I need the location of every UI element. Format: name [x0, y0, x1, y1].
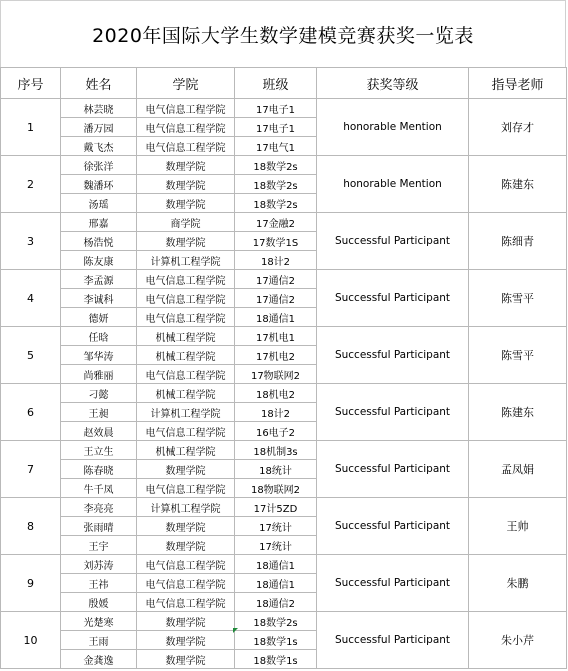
- student-name-cell[interactable]: 王立生: [61, 441, 137, 460]
- class-cell[interactable]: 18通信1: [235, 308, 317, 327]
- team-number-cell[interactable]: 9: [1, 555, 61, 612]
- class-cell[interactable]: 18数学1s: [235, 631, 317, 650]
- award-level-cell[interactable]: Successful Participant: [317, 384, 469, 441]
- college-cell[interactable]: 计算机工程学院: [137, 251, 235, 270]
- class-cell[interactable]: 17统计: [235, 536, 317, 555]
- college-cell[interactable]: 电气信息工程学院: [137, 118, 235, 137]
- team-number-cell[interactable]: 7: [1, 441, 61, 498]
- student-name-cell[interactable]: 殷媛: [61, 593, 137, 612]
- class-cell[interactable]: 18通信1: [235, 574, 317, 593]
- class-cell[interactable]: 18数学1s: [235, 650, 317, 669]
- table-row: [1, 327, 567, 346]
- header-cell-no[interactable]: 序号: [1, 68, 61, 99]
- class-cell[interactable]: 18数学2s: [235, 612, 317, 631]
- team-number-cell[interactable]: 2: [1, 156, 61, 213]
- header-cell-advisor[interactable]: 指导老师: [469, 68, 567, 99]
- advisor-cell[interactable]: 陈雪平: [469, 270, 567, 327]
- student-name-cell[interactable]: 尚雅丽: [61, 365, 137, 384]
- header-cell-name[interactable]: 姓名: [61, 68, 137, 99]
- table-row: [1, 99, 567, 118]
- student-name-cell[interactable]: 赵效晨: [61, 422, 137, 441]
- advisor-cell[interactable]: 孟凤娟: [469, 441, 567, 498]
- student-name-cell[interactable]: 陈友康: [61, 251, 137, 270]
- class-cell[interactable]: 17统计: [235, 517, 317, 536]
- award-level-cell[interactable]: Successful Participant: [317, 327, 469, 384]
- college-cell[interactable]: 数理学院: [137, 460, 235, 479]
- class-cell[interactable]: 17机电1: [235, 327, 317, 346]
- header-row: [1, 68, 567, 99]
- award-level-cell[interactable]: honorable Mention: [317, 99, 469, 156]
- college-cell[interactable]: 电气信息工程学院: [137, 479, 235, 498]
- team-number-cell[interactable]: 10: [1, 612, 61, 669]
- advisor-cell[interactable]: 陈建东: [469, 384, 567, 441]
- college-cell[interactable]: 数理学院: [137, 517, 235, 536]
- table-row: [1, 555, 567, 574]
- class-cell[interactable]: 17电气1: [235, 137, 317, 156]
- class-cell[interactable]: 16电子2: [235, 422, 317, 441]
- college-cell[interactable]: 数理学院: [137, 194, 235, 213]
- class-cell[interactable]: 17电子1: [235, 118, 317, 137]
- college-cell[interactable]: 机械工程学院: [137, 327, 235, 346]
- awards-table: [0, 67, 567, 669]
- class-cell[interactable]: 17通信2: [235, 270, 317, 289]
- team-number-cell[interactable]: 5: [1, 327, 61, 384]
- table-row: [1, 498, 567, 517]
- student-name-cell[interactable]: 林芸晓: [61, 99, 137, 118]
- college-cell[interactable]: 商学院: [137, 213, 235, 232]
- table-row: [1, 612, 567, 631]
- award-level-cell[interactable]: honorable Mention: [317, 156, 469, 213]
- college-cell[interactable]: 电气信息工程学院: [137, 99, 235, 118]
- advisor-cell[interactable]: 朱鹏: [469, 555, 567, 612]
- class-cell[interactable]: 18物联网2: [235, 479, 317, 498]
- student-name-cell[interactable]: 陈春晓: [61, 460, 137, 479]
- advisor-cell[interactable]: 陈雪平: [469, 327, 567, 384]
- class-cell[interactable]: 18通信2: [235, 593, 317, 612]
- student-name-cell[interactable]: 李诚科: [61, 289, 137, 308]
- college-cell[interactable]: 电气信息工程学院: [137, 422, 235, 441]
- student-name-cell[interactable]: 金龚逸: [61, 650, 137, 669]
- student-name-cell[interactable]: 刁懿: [61, 384, 137, 403]
- award-level-cell[interactable]: Successful Participant: [317, 555, 469, 612]
- class-cell[interactable]: 18通信1: [235, 555, 317, 574]
- student-name-cell[interactable]: 牛千凤: [61, 479, 137, 498]
- class-cell[interactable]: 18机制3s: [235, 441, 317, 460]
- class-cell[interactable]: 18计2: [235, 403, 317, 422]
- college-cell[interactable]: 机械工程学院: [137, 346, 235, 365]
- student-name-cell[interactable]: 光楚寒: [61, 612, 137, 631]
- class-cell[interactable]: 17数学1S: [235, 232, 317, 251]
- sheet-title: 2020年国际大学生数学建模竞赛获奖一览表: [0, 0, 566, 68]
- table-row: [1, 384, 567, 403]
- advisor-cell[interactable]: 刘存才: [469, 99, 567, 156]
- college-cell[interactable]: 数理学院: [137, 536, 235, 555]
- college-cell[interactable]: 电气信息工程学院: [137, 593, 235, 612]
- college-cell[interactable]: 数理学院: [137, 631, 235, 650]
- advisor-cell[interactable]: 王帅: [469, 498, 567, 555]
- college-cell[interactable]: 计算机工程学院: [137, 403, 235, 422]
- student-name-cell[interactable]: 魏潘环: [61, 175, 137, 194]
- student-name-cell[interactable]: 王昶: [61, 403, 137, 422]
- award-level-cell[interactable]: Successful Participant: [317, 441, 469, 498]
- team-number-cell[interactable]: 8: [1, 498, 61, 555]
- class-cell[interactable]: 18机电2: [235, 384, 317, 403]
- class-cell[interactable]: 18数学2s: [235, 175, 317, 194]
- table-row: [1, 270, 567, 289]
- college-cell[interactable]: 数理学院: [137, 612, 235, 631]
- student-name-cell[interactable]: 李孟源: [61, 270, 137, 289]
- student-name-cell[interactable]: 潘万园: [61, 118, 137, 137]
- student-name-cell[interactable]: 徐张洋: [61, 156, 137, 175]
- class-cell[interactable]: 17机电2: [235, 346, 317, 365]
- college-cell[interactable]: 数理学院: [137, 650, 235, 669]
- class-cell[interactable]: 17计5ZD: [235, 498, 317, 517]
- class-cell[interactable]: 17金融2: [235, 213, 317, 232]
- class-cell[interactable]: 17物联网2: [235, 365, 317, 384]
- college-cell[interactable]: 数理学院: [137, 156, 235, 175]
- team-number-cell[interactable]: 6: [1, 384, 61, 441]
- cell-comment-indicator: [233, 628, 238, 633]
- college-cell[interactable]: 电气信息工程学院: [137, 289, 235, 308]
- student-name-cell[interactable]: 刘苏涛: [61, 555, 137, 574]
- class-cell[interactable]: 18统计: [235, 460, 317, 479]
- college-cell[interactable]: 电气信息工程学院: [137, 555, 235, 574]
- award-level-cell[interactable]: Successful Participant: [317, 498, 469, 555]
- college-cell[interactable]: 电气信息工程学院: [137, 365, 235, 384]
- award-level-cell[interactable]: Successful Participant: [317, 213, 469, 270]
- class-cell[interactable]: 18计2: [235, 251, 317, 270]
- table-row: [1, 156, 567, 175]
- college-cell[interactable]: 机械工程学院: [137, 384, 235, 403]
- team-number-cell[interactable]: 1: [1, 99, 61, 156]
- college-cell[interactable]: 电气信息工程学院: [137, 137, 235, 156]
- header-cell-class[interactable]: 班级: [235, 68, 317, 99]
- award-level-cell[interactable]: Successful Participant: [317, 612, 469, 669]
- college-cell[interactable]: 机械工程学院: [137, 441, 235, 460]
- student-name-cell[interactable]: 汤瑶: [61, 194, 137, 213]
- class-cell[interactable]: 17电子1: [235, 99, 317, 118]
- student-name-cell[interactable]: 王祎: [61, 574, 137, 593]
- student-name-cell[interactable]: 邹华涛: [61, 346, 137, 365]
- table-body: [1, 99, 567, 669]
- college-cell[interactable]: 电气信息工程学院: [137, 270, 235, 289]
- student-name-cell[interactable]: 德妍: [61, 308, 137, 327]
- college-cell[interactable]: 电气信息工程学院: [137, 574, 235, 593]
- class-cell[interactable]: 18数学2s: [235, 156, 317, 175]
- student-name-cell[interactable]: 李亮亮: [61, 498, 137, 517]
- student-name-cell[interactable]: 杨浩悦: [61, 232, 137, 251]
- table-row: [1, 441, 567, 460]
- award-level-cell[interactable]: Successful Participant: [317, 270, 469, 327]
- student-name-cell[interactable]: 王雨: [61, 631, 137, 650]
- advisor-cell[interactable]: 朱小芹: [469, 612, 567, 669]
- student-name-cell[interactable]: 邢嘉: [61, 213, 137, 232]
- college-cell[interactable]: 数理学院: [137, 232, 235, 251]
- team-number-cell[interactable]: 3: [1, 213, 61, 270]
- advisor-cell[interactable]: 陈建东: [469, 156, 567, 213]
- class-cell[interactable]: 18数学2s: [235, 194, 317, 213]
- class-cell[interactable]: 17通信2: [235, 289, 317, 308]
- table-row: [1, 213, 567, 232]
- advisor-cell[interactable]: 陈细青: [469, 213, 567, 270]
- student-name-cell[interactable]: 王宇: [61, 536, 137, 555]
- college-cell[interactable]: 计算机工程学院: [137, 498, 235, 517]
- header-cell-award[interactable]: 获奖等级: [317, 68, 469, 99]
- student-name-cell[interactable]: 戴飞杰: [61, 137, 137, 156]
- student-name-cell[interactable]: 张雨晴: [61, 517, 137, 536]
- college-cell[interactable]: 数理学院: [137, 175, 235, 194]
- student-name-cell[interactable]: 任晗: [61, 327, 137, 346]
- team-number-cell[interactable]: 4: [1, 270, 61, 327]
- college-cell[interactable]: 电气信息工程学院: [137, 308, 235, 327]
- header-cell-college[interactable]: 学院: [137, 68, 235, 99]
